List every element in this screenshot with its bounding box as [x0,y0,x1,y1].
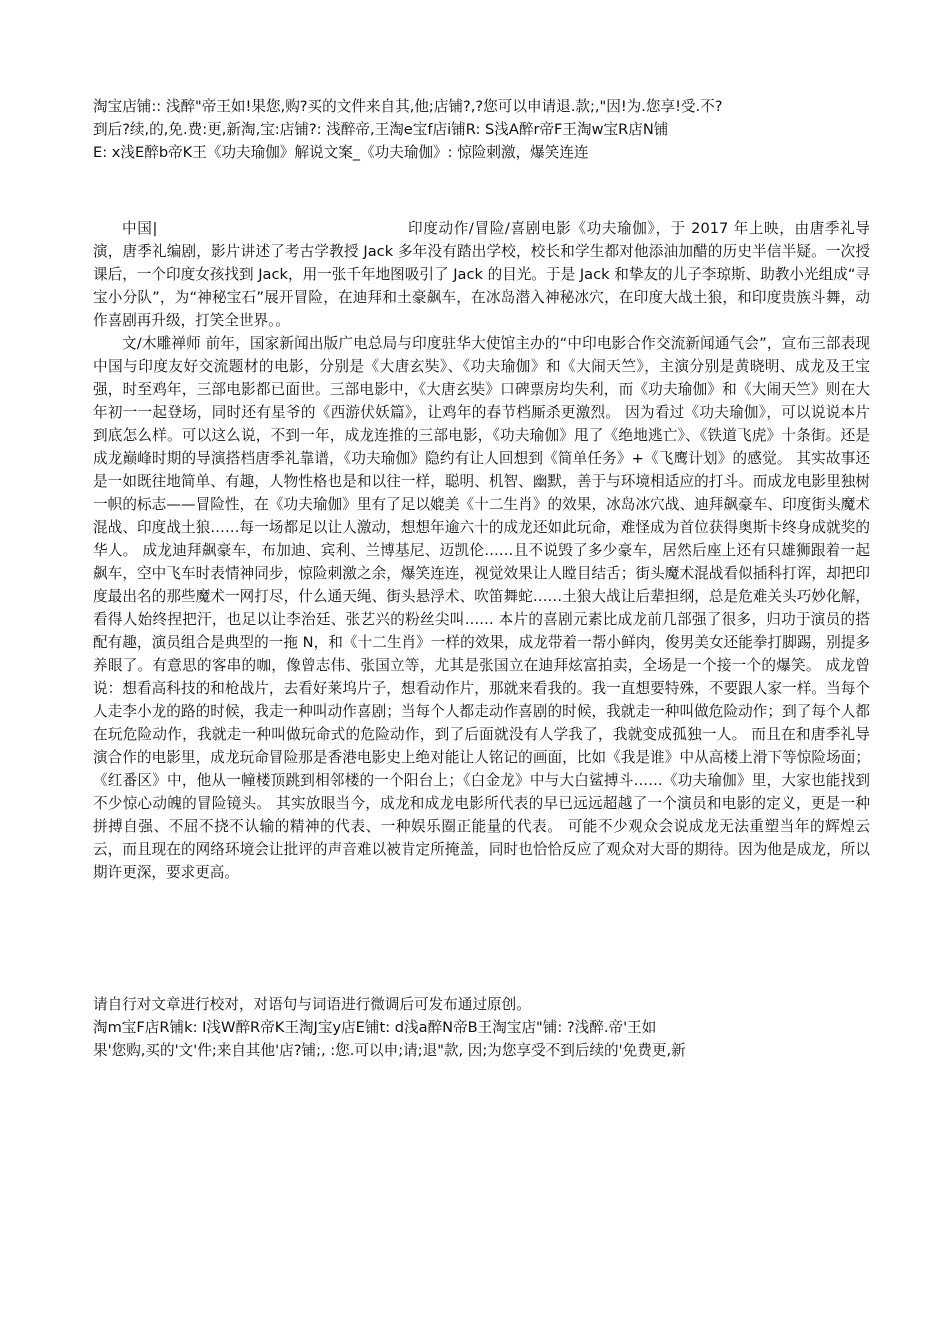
header-line-3: E: x浅E醉b帝K王《功夫瑜伽》解说文案_《功夫瑜伽》: 惊险刺激，爆笑连连 [93,144,589,161]
article-main-paragraph: 文/木雕禅师 前年，国家新闻出版广电总局与印度驻华大使馆主办的“中印电影合作交流新闻通气会”，宣布三部表现中国与印度友好交流题材的电影，分别是《大唐玄奘》、《功夫瑜伽》和《大闹天竺》，主演分别是黄晓明、成龙及王宝强，时至鸡年，三部电影都已面世。三部电影中，《大唐玄奘》口碑票房均失利，而《功夫瑜伽》和《大闹天竺》则在大年初一一起登场，同时还有星爷的《西游伏妖篇》，让鸡年的春节档厮杀更激烈。 因为看过《功夫瑜伽》，可以说说本片到底怎么样。可以这么说，不到一年，成龙连推的三部电影，《功夫瑜伽》甩了《绝地逃亡》、《铁道飞虎》十条街。还是成龙巅峰时期的导演搭档唐季礼靠谱，《功夫瑜伽》隐约有让人回想到《简单任务》+《飞鹰计划》的感觉。 其实故事还是一如既往地简单、有趣，人物性格也是和以往一样，聪明、机智、幽默，善于与环境相适应的打斗。而成龙电影里独树一帜的标志——冒险性，在《功夫瑜伽》里有了足以媲美《十二生肖》的效果，冰岛冰穴战、迪拜飙豪车、印度街头魔术混战、印度战土狼……每一场都足以让人激动，想想年逾六十的成龙还如此玩命，难怪成为首位获得奥斯卡终身成就奖的华人。 成龙迪拜飙豪车，布加迪、宾利、兰博基尼、迈凯伦……且不说毁了多少豪车，居然后座上还有只雄狮跟着一起飙车，空中飞车时表情神同步，惊险刺激之余，爆笑连连，视觉效果让人瞠目结舌；街头魔术混战看似插科打诨，却把印度最出名的那些魔术一网打尽，什么通天绳、街头悬浮术、吹笛舞蛇……土狼大战让后辈担纲，总是危难关头巧妙化解，看得人始终捏把汗，也足以让李治廷、张艺兴的粉丝尖叫…… 本片的喜剧元素比成龙前几部强了很多，归功于演员的搭配有趣，演员组合是典型的一拖 N，和《十二生肖》一样的效果，成龙带着一帮小鲜肉，俊男美女还能拳打脚踢，别提多养眼了。有意思的客串的咖，像曾志伟、张国立等，尤其是张国立在迪拜炫富拍卖，全场是一个接一个的爆笑。 成龙曾说：想看高科技的和枪战片，去看好莱坞片子，想看动作片，那就来看我的。我一直想要特殊，不要跟人家一样。当每个人走李小龙的路的时候，我走一种叫动作喜剧；当每个人都走动作喜剧的时候，我就走一种叫做危险动作；到了每个人都在玩危险动作，我就走一种叫做玩命式的危险动作，到了后面就没有人学我了，我就变成孤独一人。 而且在和唐季礼导演合作的电影里，成龙玩命冒险那是香港电影史上绝对能让人铭记的画面，比如《我是谁》中从高楼上滑下等惊险场面；《红番区》中，他从一幢楼顶跳到相邻楼的一个阳台上；《白金龙》中与大白鲨搏斗……《功夫瑜伽》里，大家也能找到不少惊心动魄的冒险镜头。 其实放眼当今，成龙和成龙电影所代表的早已远远超越了一个演员和电影的定义，更是一种拼搏自强、不屈不挠不认输的精神的代表、一种娱乐圈正能量的代表。 可能不少观众会说成龙无法重塑当年的辉煌云云，而且现在的网络环境会让批评的声音难以被肯定所掩盖，同时也恰恰反应了观众对大哥的期待。因为他是成龙，所以期许更深，要求更高。 [93,335,870,881]
article-body [93,217,870,884]
article-lead-text: 印度动作/冒险/喜剧电影《功夫瑜伽》，于 2017 年上映，由唐季礼导演，唐季礼编剧，影片讲述了考古学教授 Jack 多年没有踏出学校，校长和学生都对他添油加醋的历史半信半疑。一次授课后，一个印度女孩找到 Jack，用一张千年地图吸引了 Jack 的目光。于是 Jack 和挚友的儿子李琼斯、助教小光组成“寻宝小分队”，为“神秘宝石”展开冒险，在迪拜和土豪飙车，在冰岛潜入神秘冰穴，在印度大战土狼，和印度贵族斗舞，动作喜剧再升级，打笑全世界。。 [93,220,870,329]
footer-line-3: 果'您购,买的'文'件;来自其他'店?铺;, :您.可以申;请;退"款, 因;为您享受不到后续的'免费更,新 [93,1042,686,1059]
header-notice [93,95,870,164]
article-lead-paragraph [93,217,870,332]
footer-notice [93,993,870,1062]
header-line-1: 淘宝店铺:: 浅醉"帝王如!果您,购?买的文件来自其,他;店铺?,?您可以申请退.款;,"因!为.您享!受.不? [93,98,723,115]
footer-line-2: 淘m宝F店R铺k: I浅W醉R帝K王淘J宝y店E铺t: d浅a醉N帝B王淘宝店"铺: ?浅醉.帝'王如 [93,1019,657,1036]
header-line-2: 到后?续,的,免.费:更,新淘,宝:店铺?: 浅醉帝,王淘e宝f店i铺R: S浅A醉r帝F王淘w宝R店N铺 [93,121,669,138]
footer-line-1: 请自行对文章进行校对，对语句与词语进行微调后可发布通过原创。 [93,996,531,1013]
article-lead-prefix: 中国| [122,220,158,237]
